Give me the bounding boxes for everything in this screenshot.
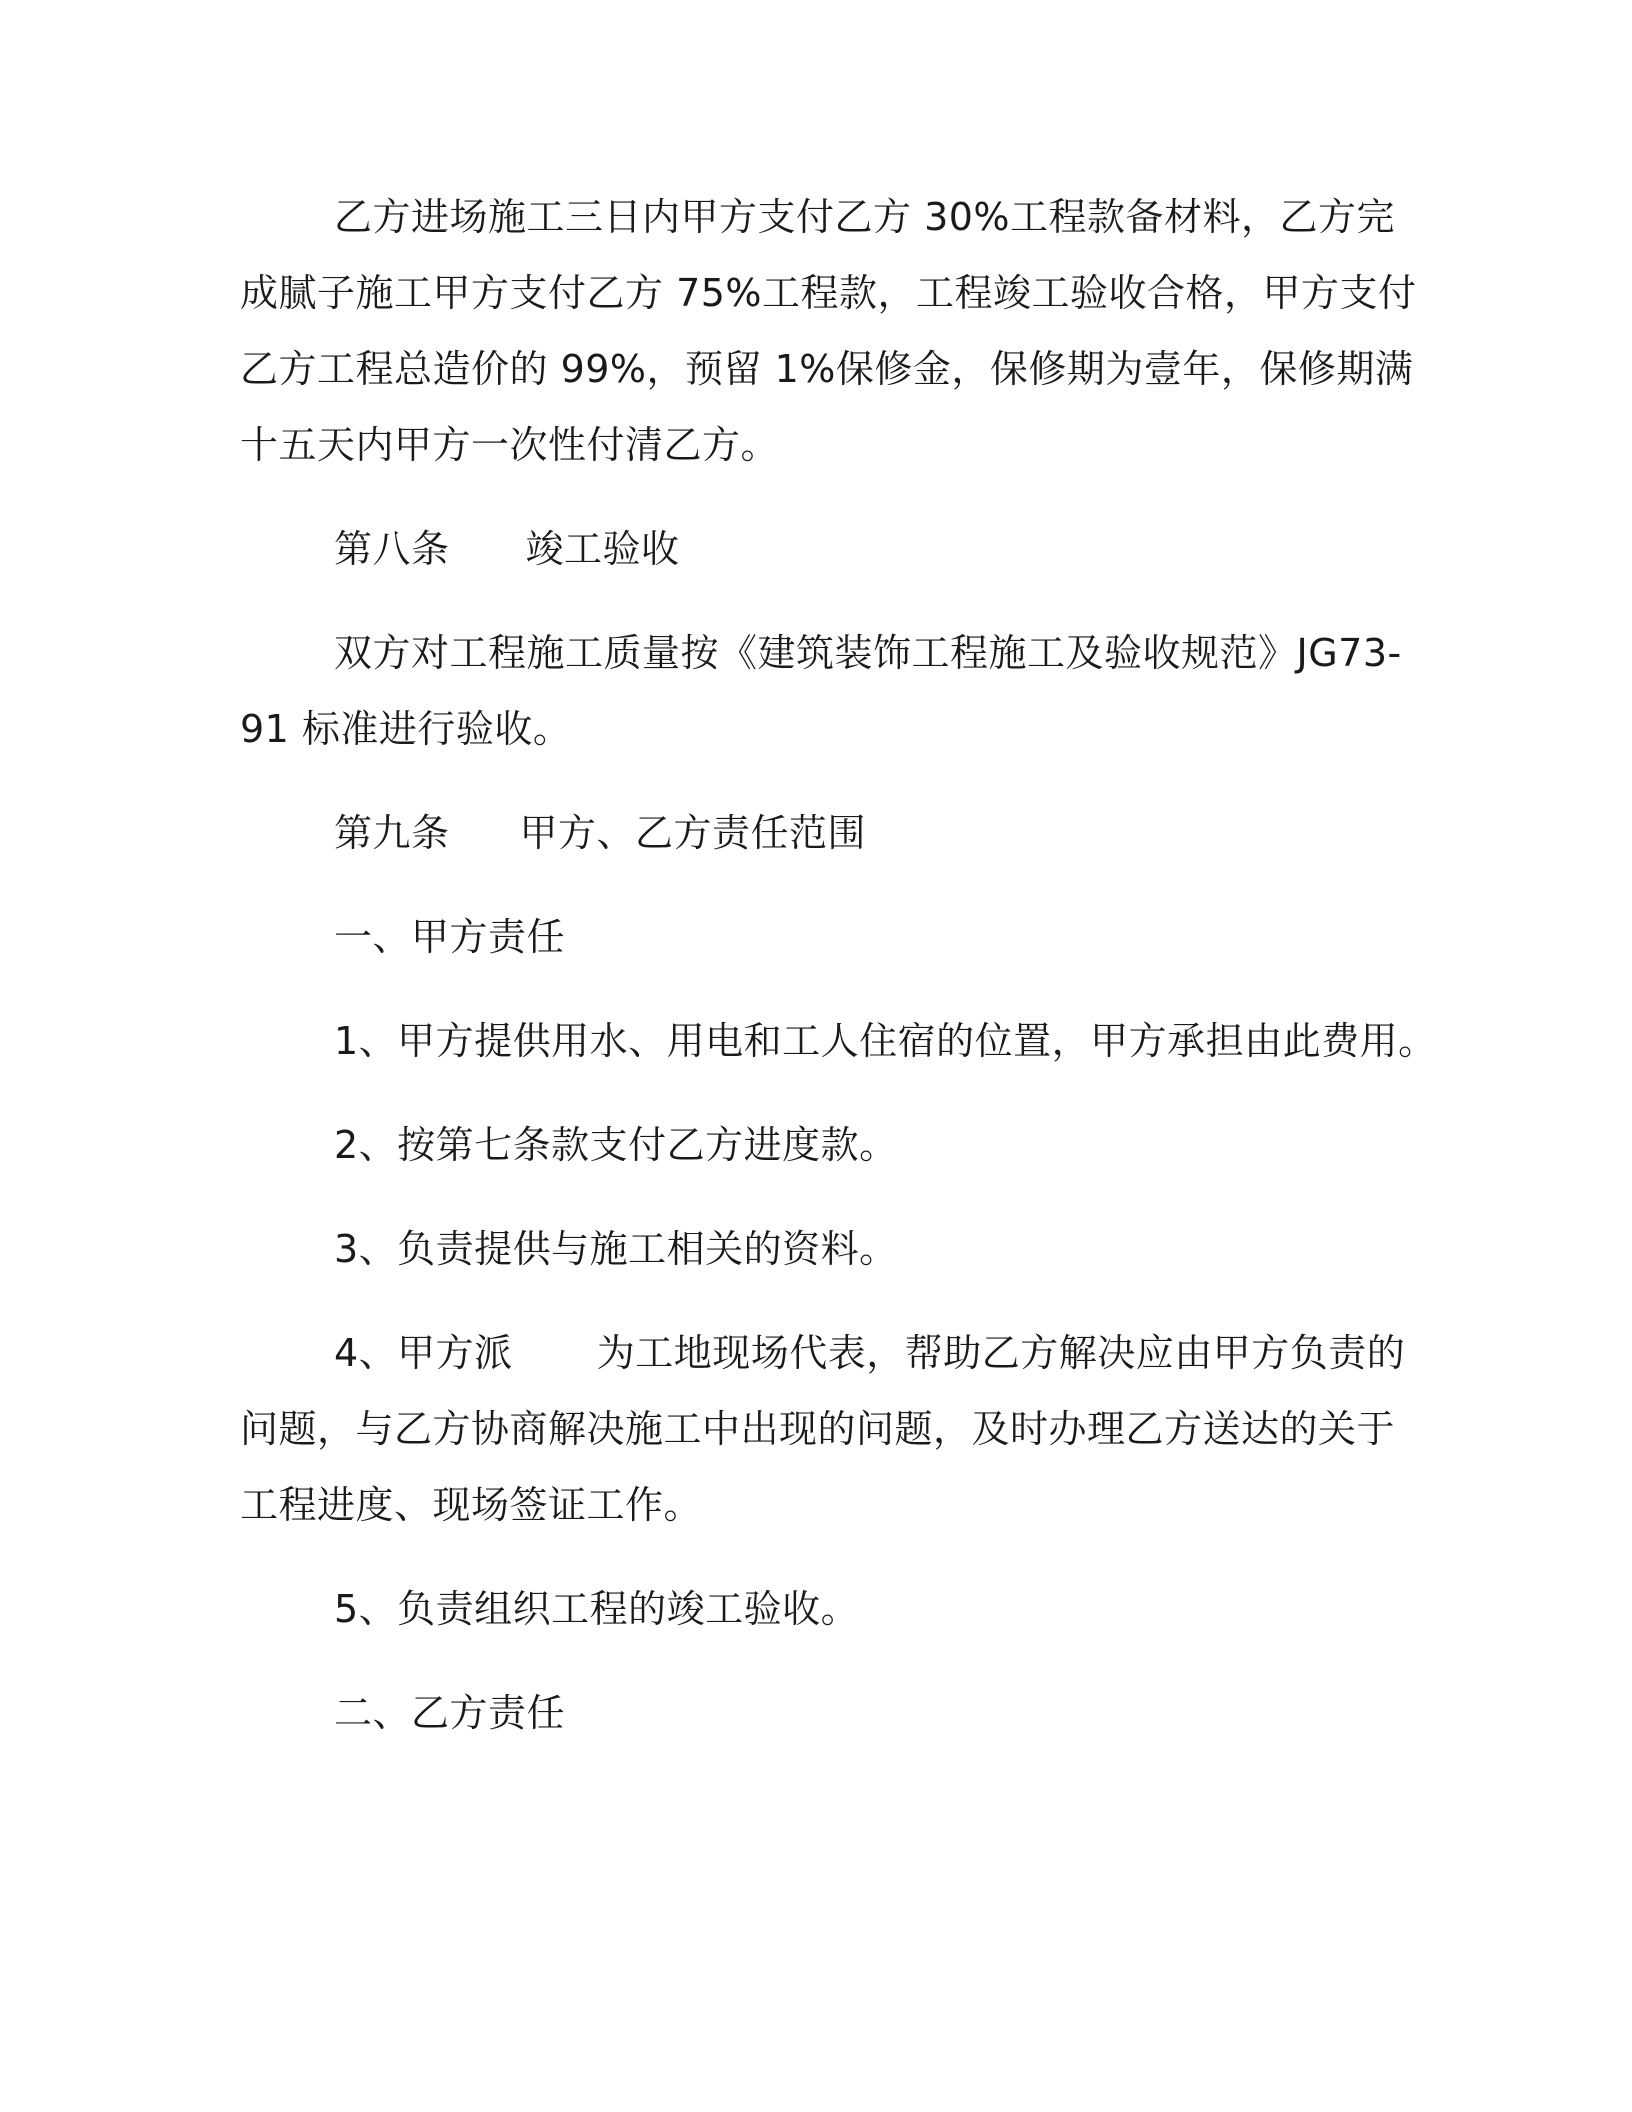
section-2-title: 二、乙方责任 [334, 1691, 566, 1735]
paragraph-1-line-1: 乙方进场施工三日内甲方支付乙方 30%工程款备材料，乙方完 [334, 195, 1396, 239]
paragraph-2-line-2: 91 标准进行验收。 [240, 707, 572, 751]
party-a-item-5: 5、负责组织工程的竣工验收。 [334, 1587, 860, 1631]
party-a-item-2: 2、按第七条款支付乙方进度款。 [334, 1123, 898, 1167]
party-a-item-4-rest: 为工地现场代表，帮助乙方解决应由甲方负责的 [596, 1331, 1406, 1375]
paragraph-1-line-3: 乙方工程总造价的 99%，预留 1%保修金，保修期为壹年，保修期满 [240, 347, 1414, 391]
party-a-item-4-prefix: 4、甲方派 [334, 1331, 513, 1375]
party-a-item-4-line-2: 问题，与乙方协商解决施工中出现的问题，及时办理乙方送达的关于 [240, 1407, 1396, 1451]
article-8-heading [334, 524, 680, 574]
paragraph-1-line-4: 十五天内甲方一次性付清乙方。 [240, 423, 780, 467]
party-a-item-1: 1、甲方提供用水、用电和工人住宿的位置，甲方承担由此费用。 [334, 1019, 1437, 1063]
article-8-number: 第八条 [334, 527, 450, 571]
section-1-title: 一、甲方责任 [334, 915, 566, 959]
article-8-title: 竣工验收 [525, 527, 680, 571]
article-9-heading [334, 808, 866, 858]
party-a-item-3: 3、负责提供与施工相关的资料。 [334, 1227, 898, 1271]
paragraph-1-line-2: 成腻子施工甲方支付乙方 75%工程款，工程竣工验收合格，甲方支付 [240, 271, 1417, 315]
article-9-number: 第九条 [334, 811, 450, 855]
article-9-title: 甲方、乙方责任范围 [519, 811, 867, 855]
party-a-item-4-line-3: 工程进度、现场签证工作。 [240, 1483, 703, 1527]
party-a-item-4-line-1 [334, 1328, 1405, 1378]
paragraph-2-line-1: 双方对工程施工质量按《建筑装饰工程施工及验收规范》JG73- [334, 631, 1402, 675]
